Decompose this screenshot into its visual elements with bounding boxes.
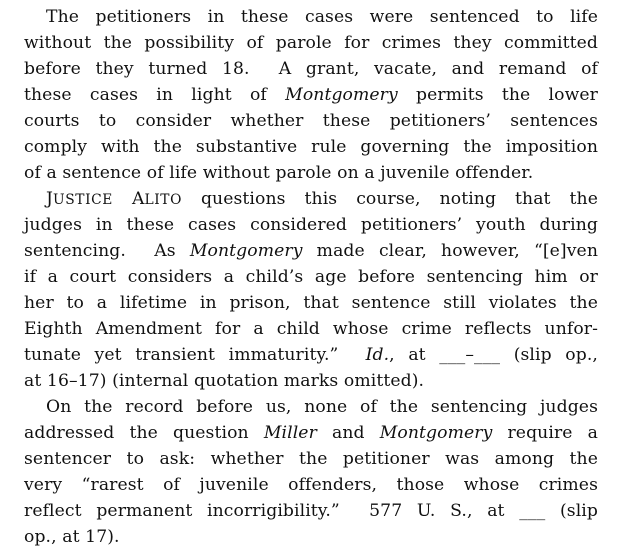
small-caps-text: LITO [144,192,182,208]
italic-text: Miller [263,423,317,443]
text-segment: comply with the substantive rule governing the imposition [24,137,598,157]
italic-text: Id. [365,345,390,365]
text-segment: of a sentence of life without parole on a juvenile offender. [24,163,534,183]
text-segment: op., at 17). [24,527,120,547]
text-segment: require a [492,423,598,443]
text-segment: if a court considers a child’s age before sentencing him or [24,267,598,287]
text-line [24,368,598,394]
text-line [24,82,598,108]
text-line [24,498,598,524]
text-segment: judges in these cases considered petitioners’ youth during [24,215,598,235]
text-segment: The petitioners in these cases were sentenced to life [46,7,598,27]
opinion-text [24,4,598,550]
italic-text: Montgomery [189,241,303,261]
text-segment: questions this course, noting that the [181,189,598,209]
text-segment: without the possibility of parole for crimes they committed [24,33,598,53]
text-segment: addressed the question [24,423,264,443]
text-segment: sentencer to ask: whether the petitioner was among the [24,449,598,469]
text-line [24,56,598,82]
text-line [24,160,598,186]
text-line [24,186,598,212]
text-line [24,134,598,160]
text-line [24,524,598,550]
text-line [24,472,598,498]
small-caps-text: USTICE [53,192,113,208]
text-line [24,238,598,264]
text-segment: at 16–17) (internal quotation marks omitted). [24,371,425,391]
text-line [24,446,598,472]
text-line [24,394,598,420]
text-segment: before they turned 18. A grant, vacate, and remand of [24,59,598,79]
paragraph [24,4,598,186]
paragraph [24,186,598,394]
text-segment: made clear, however, “[e]ven [302,241,598,261]
text-segment: On the record before us, none of the sentencing judges [46,397,598,417]
text-line [24,108,598,134]
text-segment: J [46,189,53,209]
italic-text: Montgomery [285,85,398,105]
text-segment: these cases in light of [24,85,286,105]
text-segment: sentencing. As [24,241,190,261]
italic-text: Montgomery [379,423,493,443]
text-segment: reflect permanent incorrigibility.” 577 U. S., at ___ (slip [24,501,598,521]
text-segment: tunate yet transient immaturity.” [24,345,366,365]
text-line [24,212,598,238]
text-line [24,420,598,446]
text-segment: permits the lower [397,85,598,105]
text-line [24,4,598,30]
text-segment: Eighth Amendment for a child whose crime reflects unfor- [24,319,598,339]
paragraph [24,394,598,550]
text-segment: , at ___–___ (slip op., [389,345,598,365]
text-line [24,264,598,290]
text-line [24,290,598,316]
text-segment: courts to consider whether these petitioners’ sentences [24,111,598,131]
text-line [24,342,598,368]
text-segment: very “rarest of juvenile offenders, those whose crimes [24,475,598,495]
text-segment: her to a lifetime in prison, that sentence still violates the [24,293,598,313]
text-line [24,316,598,342]
text-segment: A [112,189,145,209]
text-line [24,30,598,56]
text-segment: and [316,423,380,443]
